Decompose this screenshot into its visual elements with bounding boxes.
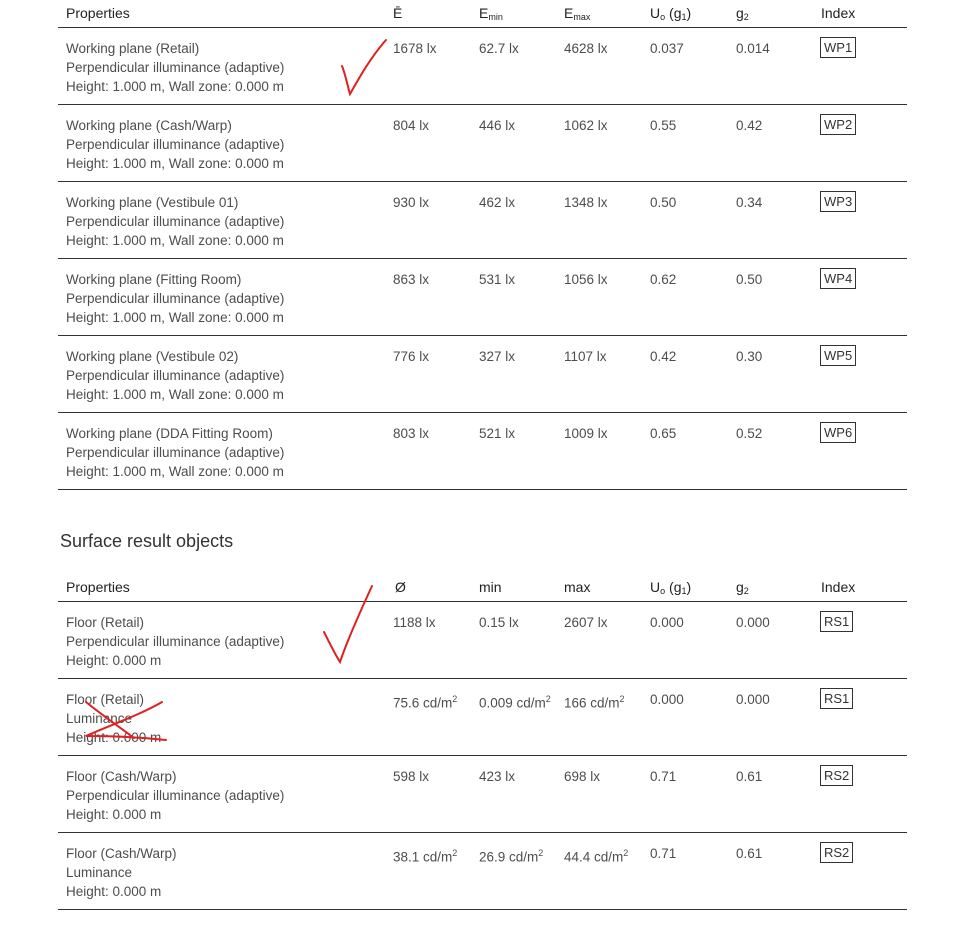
table-row [58,259,907,336]
property-type: Luminance [66,865,133,880]
emin-cell: 62.7 lx [479,41,519,56]
g2-cell: 0.61 [736,846,763,861]
property-type: Perpendicular illuminance (adaptive) [66,788,285,803]
properties-cell [66,270,284,327]
min-cell: 26.9 $cd/m^2$ [479,848,544,865]
min-cell: 423 lx [479,769,516,784]
property-name: Floor (Cash/Warp) [66,846,177,861]
property-type: Perpendicular illuminance (adaptive) [66,137,285,152]
property-height: Height: 0.000 m [66,653,162,668]
properties-cell [66,116,284,173]
max-cell: 44.4 $cd/m^2$ [564,848,629,865]
u0-cell: 0.000 [650,615,684,630]
e-cell: 803 lx [393,426,430,441]
emin-cell: 521 lx [479,426,516,441]
property-height: Height: 1.000 m, Wall zone: 0.000 m [66,233,284,248]
index-label: RS1 [820,611,853,632]
section-title: Surface result objects [60,531,234,551]
header-g2: $g_2$ [736,5,749,22]
header-max: max [564,579,591,595]
properties-cell [66,193,284,250]
emax-cell: 1009 lx [564,426,608,441]
index-label: RS2 [820,765,853,786]
property-name: Working plane (Cash/Warp) [66,118,232,133]
properties-cell [66,424,284,481]
g2-cell: 0.61 [736,769,763,784]
property-height: Height: 0.000 m [66,807,162,822]
index-label: WP1 [820,37,856,58]
property-name: Working plane (Fitting Room) [66,272,242,287]
property-height: Height: 1.000 m, Wall zone: 0.000 m [66,79,284,94]
property-type: Perpendicular illuminance (adaptive) [66,368,285,383]
index-label: RS1 [820,688,853,709]
header-properties: Properties [66,5,130,21]
surface-result-table [58,574,907,910]
header-avg: Ø [395,579,406,595]
emax-cell: 1062 lx [564,118,608,133]
property-height: Height: 1.000 m, Wall zone: 0.000 m [66,156,284,171]
min-cell: 0.15 lx [479,615,519,630]
emin-cell: 531 lx [479,272,516,287]
emin-cell: 462 lx [479,195,516,210]
max-cell: 166 $cd/m^2$ [564,694,625,711]
table-row [58,182,907,259]
u0-cell: 0.037 [650,41,684,56]
index-label: WP2 [820,114,856,135]
table-row [58,413,907,490]
table-row [58,105,907,182]
u0-cell: 0.42 [650,349,677,364]
g2-cell: 0.014 [736,41,770,56]
property-name: Working plane (Retail) [66,41,200,56]
table-header [58,0,907,28]
property-height: Height: 0.000 m [66,884,162,899]
properties-cell [66,767,284,824]
index-label: RS2 [820,842,853,863]
properties-cell [66,347,284,404]
property-type: Perpendicular illuminance (adaptive) [66,60,285,75]
property-type: Luminance [66,711,133,726]
g2-cell: 0.000 [736,615,770,630]
index-label: WP3 [820,191,856,212]
header-index: Index [821,5,856,21]
table-row [58,833,907,910]
properties-cell [66,39,284,96]
property-name: Floor (Cash/Warp) [66,769,177,784]
properties-cell [66,690,161,747]
property-height: Height: 0.000 m [66,730,162,745]
u0-cell: 0.62 [650,272,677,287]
header-g2: $g_2$ [736,579,749,596]
property-name: Floor (Retail) [66,692,145,707]
property-type: Perpendicular illuminance (adaptive) [66,291,285,306]
table-row [58,679,907,756]
avg-cell: 598 lx [393,769,430,784]
e-cell: 863 lx [393,272,430,287]
property-name: Floor (Retail) [66,615,145,630]
property-type: Perpendicular illuminance (adaptive) [66,634,285,649]
max-cell: 2607 lx [564,615,608,630]
avg-cell: 75.6 $cd/m^2$ [393,694,458,711]
avg-cell: 1188 lx [393,615,436,630]
u0-cell: 0.71 [650,846,677,861]
emax-cell: 1056 lx [564,272,608,287]
property-height: Height: 1.000 m, Wall zone: 0.000 m [66,387,284,402]
g2-cell: 0.42 [736,118,763,133]
emax-cell: 4628 lx [564,41,608,56]
property-type: Perpendicular illuminance (adaptive) [66,445,285,460]
avg-cell: 38.1 $cd/m^2$ [393,848,458,865]
g2-cell: 0.50 [736,272,763,287]
u0-cell: 0.65 [650,426,677,441]
table-row [58,602,907,679]
table-row [58,756,907,833]
u0-cell: 0.50 [650,195,677,210]
u0-cell: 0.000 [650,692,684,707]
u0-cell: 0.55 [650,118,677,133]
emin-cell: 327 lx [479,349,516,364]
table-header [58,574,907,602]
emax-cell: 1348 lx [564,195,608,210]
header-e-max: $E_{max}$ [564,5,591,22]
property-name: Working plane (Vestibule 01) [66,195,239,210]
table-row [58,336,907,413]
header-u0: $U_o$ $(g_1)$ [650,579,692,596]
e-cell: 1678 lx [393,41,437,56]
header-u0: $U_o$ $(g_1)$ [650,5,692,22]
property-height: Height: 1.000 m, Wall zone: 0.000 m [66,464,284,479]
header-e-min: $E_{min}$ [479,5,503,22]
emin-cell: 446 lx [479,118,516,133]
emax-cell: 1107 lx [564,349,607,364]
e-cell: 930 lx [393,195,430,210]
header-properties: Properties [66,579,130,595]
g2-cell: 0.000 [736,692,770,707]
u0-cell: 0.71 [650,769,677,784]
g2-cell: 0.30 [736,349,763,364]
working-plane-table [58,0,907,490]
header-e-avg: Ē [393,5,403,21]
index-label: WP6 [820,422,856,443]
table-row [58,28,907,105]
g2-cell: 0.52 [736,426,763,441]
g2-cell: 0.34 [736,195,763,210]
header-min: min [479,579,502,595]
e-cell: 776 lx [393,349,430,364]
index-label: WP5 [820,345,856,366]
max-cell: 698 lx [564,769,601,784]
property-name: Working plane (DDA Fitting Room) [66,426,273,441]
e-cell: 804 lx [393,118,430,133]
properties-cell [66,844,177,901]
min-cell: 0.009 $cd/m^2$ [479,694,551,711]
property-type: Perpendicular illuminance (adaptive) [66,214,285,229]
properties-cell [66,613,284,670]
index-label: WP4 [820,268,856,289]
header-index: Index [821,579,856,595]
property-height: Height: 1.000 m, Wall zone: 0.000 m [66,310,284,325]
property-name: Working plane (Vestibule 02) [66,349,239,364]
